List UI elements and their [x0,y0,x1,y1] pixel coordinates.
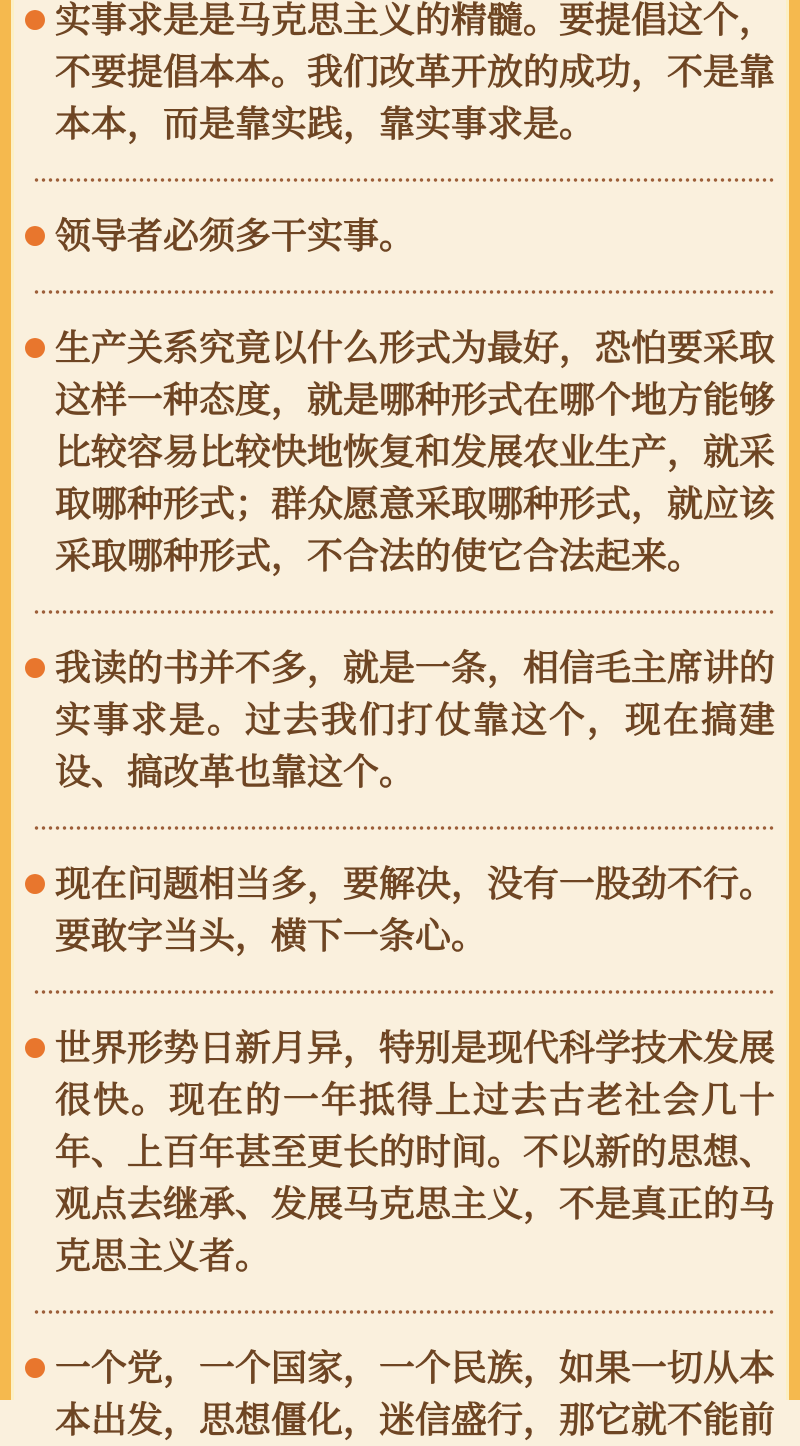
bullet-icon [25,1358,45,1378]
quote-text: 我读的书并不多，就是一条，相信毛主席讲的实事求是。过去我们打仗靠这个，现在搞建设、搞改革也靠这个。 [55,647,776,792]
quote-item [14,1342,786,1446]
bullet-icon [25,874,45,894]
quote-item [14,322,786,582]
bullet-icon [25,1038,45,1058]
quotes-list [14,0,786,1446]
dotted-divider [33,1310,776,1314]
quote-item [14,0,786,150]
dotted-divider [33,826,776,830]
quote-item [14,210,786,262]
bullet-icon [25,226,45,246]
quote-text: 实事求是是马克思主义的精髓。要提倡这个，不要提倡本本。我们改革开放的成功，不是靠本本，而是靠实践，靠实事求是。 [55,0,776,144]
quote-item [14,642,786,798]
bullet-icon [25,658,45,678]
quote-item [14,858,786,962]
quote-text: 生产关系究竟以什么形式为最好，恐怕要采取这样一种态度，就是哪种形式在哪个地方能够比较容易比较快地恢复和发展农业生产，就采取哪种形式；群众愿意采取哪种形式，就应该采取哪种形式，不合法的使它合法起来。 [55,327,776,576]
quote-text: 一个党，一个国家，一个民族，如果一切从本本出发，思想僵化，迷信盛行，那它就不能前 [55,1347,776,1440]
dotted-divider [33,990,776,994]
quote-text: 领导者必须多干实事。 [55,215,416,256]
left-accent-bar [0,0,14,1400]
dotted-divider [33,178,776,182]
bullet-icon [25,10,45,30]
quote-text: 现在问题相当多，要解决，没有一股劲不行。要敢字当头，横下一条心。 [55,863,776,956]
bullet-icon [25,338,45,358]
right-accent-bar [786,0,800,1400]
dotted-divider [33,290,776,294]
quote-text: 世界形势日新月异，特别是现代科学技术发展很快。现在的一年抵得上过去古老社会几十年、上百年甚至更长的时间。不以新的思想、观点去继承、发展马克思主义，不是真正的马克思主义者。 [55,1027,776,1276]
dotted-divider [33,610,776,614]
quote-item [14,1022,786,1282]
